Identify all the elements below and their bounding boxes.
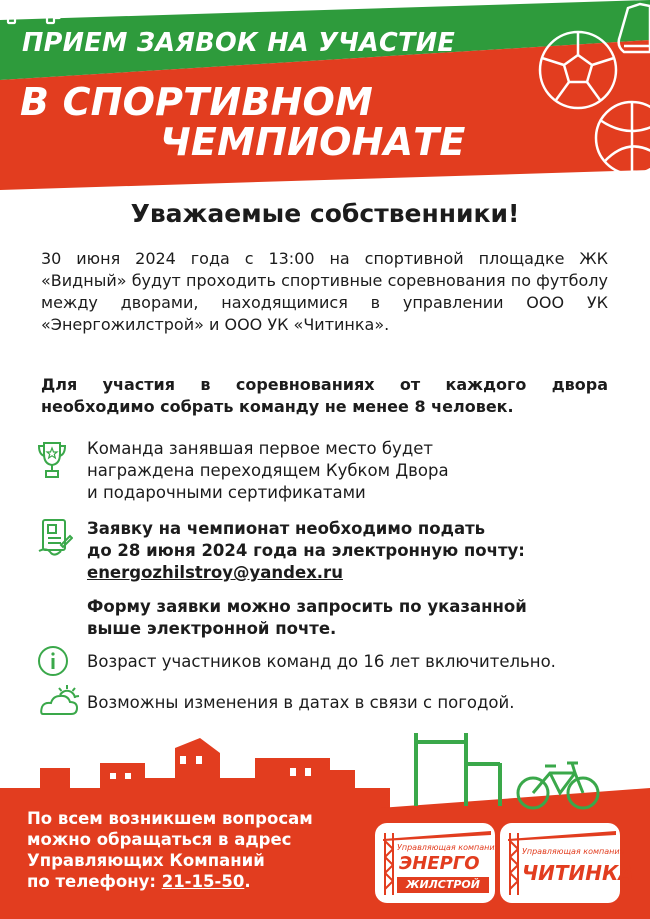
crane-boom xyxy=(508,829,616,841)
header-title-line2: В СПОРТИВНОМ xyxy=(20,80,374,124)
trophy-icon xyxy=(37,440,67,480)
prize-line3: и подарочными сертификатами xyxy=(87,483,366,502)
age-note: Возраст участников команд до 16 лет включительно. xyxy=(87,652,556,671)
logo-energo-band: ЖИЛСТРОЙ xyxy=(397,877,489,893)
footer-line3: Управляющих Компаний xyxy=(27,851,265,870)
footer-line4 xyxy=(27,871,313,892)
sun-cloud-icon xyxy=(37,683,81,717)
application-email-link[interactable]: energozhilstroy@yandex.ru xyxy=(87,563,343,582)
footer-phone-prefix: по телефону: xyxy=(27,872,162,891)
logo-chitinka xyxy=(500,823,634,903)
logo-chitinka-name: ЧИТИНКА xyxy=(522,861,634,885)
application-form-icon xyxy=(37,517,73,557)
deadline-suffix: на электронную почту: xyxy=(297,541,525,560)
deadline-prefix: до xyxy=(87,541,118,560)
horizontal-bar-icon xyxy=(414,733,500,806)
logo-energo-name: ЭНЕРГО xyxy=(399,853,480,874)
prize-line1: Команда занявшая первое место будет xyxy=(87,439,433,458)
info-icon xyxy=(37,645,69,677)
prize-info xyxy=(87,438,449,504)
footer-line1: По всем возникшем вопросам xyxy=(27,809,313,828)
logo-energozhilstroy xyxy=(375,823,500,903)
dumbbell-icon xyxy=(0,0,62,26)
logo-chitinka-caption: Управляющая компания xyxy=(522,847,625,856)
header-title-line3: ЧЕМПИОНАТЕ xyxy=(160,120,466,164)
application-info xyxy=(87,518,527,640)
prize-line2: награждена переходящем Кубком Двора xyxy=(87,461,449,480)
deadline-date: 28 июня 2024 года xyxy=(117,541,298,560)
footer-phone-number[interactable]: 21-15-50 xyxy=(161,872,245,891)
form-request-line2: выше электронной почте. xyxy=(87,619,337,638)
header-banner xyxy=(0,0,650,200)
header-title-line1: ПРИЕМ ЗАЯВОК НА УЧАСТИЕ xyxy=(22,28,456,58)
form-request-line1: Форму заявки можно запросить по указанной xyxy=(87,597,527,616)
footer-line2: можно обращаться в адрес xyxy=(27,830,292,849)
weather-note: Возможны изменения в датах в связи с погодой. xyxy=(87,693,515,712)
greeting-heading: Уважаемые собственники! xyxy=(130,199,520,228)
footer-contact-text xyxy=(27,808,313,892)
application-line1: Заявку на чемпионат необходимо подать xyxy=(87,519,486,538)
team-rule-paragraph: Для участия в соревнованиях от каждого двора необходимо собрать команду не менее 8 человек. xyxy=(41,375,608,416)
logo-energo-caption: Управляющая компания xyxy=(397,843,500,852)
application-deadline-line xyxy=(87,540,527,562)
intro-paragraph: 30 июня 2024 года с 13:00 на спортивной площадке ЖК «Видный» будут проходить спортивные соревнования по футболу между дворами, находящимися в управлении ООО УК «Энергожилстрой» и ООО УК «Читинка». xyxy=(41,249,608,334)
footer-phone-suffix: . xyxy=(244,872,251,891)
crane-boom xyxy=(383,829,491,841)
